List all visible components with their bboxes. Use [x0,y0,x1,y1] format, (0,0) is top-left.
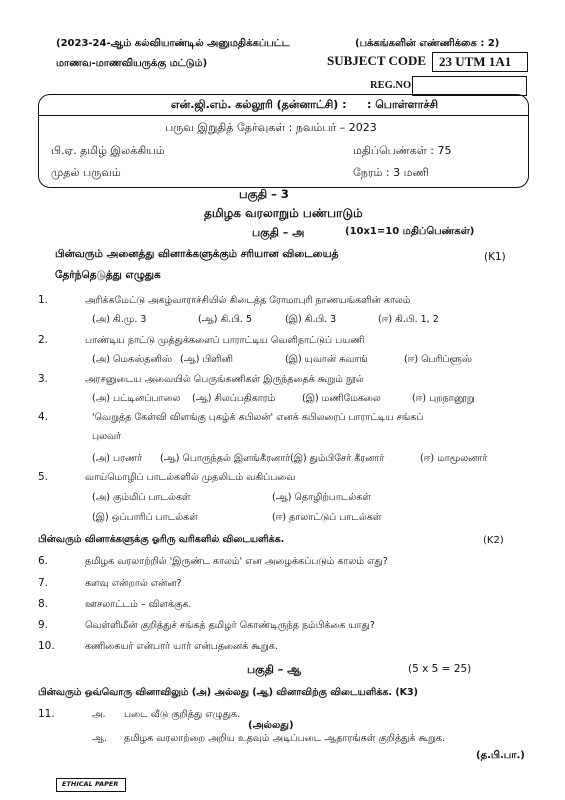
option-a: (அ) கும்மிப் பாடல்கள் [92,492,191,503]
header-students-note: மாணவ-மாணவியருக்கு மட்டும்) [56,58,208,69]
part-heading: பகுதி – 3 [239,187,289,201]
header-admission-note: (2023-24-ஆம் கல்வியாண்டில் அனுமதிக்கப்பட்ட [56,38,290,49]
question-number: 5. [38,471,49,483]
section-a-instruction-line1: பின்வரும் அனைத்து வினாக்களுக்கும் சரியான விடையைத் [55,248,339,260]
college-divider [39,115,528,116]
choice-a-label: அ. [92,709,106,720]
college-city: : பொள்ளாச்சி [367,98,439,111]
section-a-title: பகுதி – அ [252,226,305,239]
section-b-instruction: பின்வரும் ஒவ்வொரு வினாவிலும் (அ) அல்லது (ஆ) வினாவிற்கு விடையளிக்க. (K3) [38,687,418,698]
option-d: (ஈ) புறநானூறு [412,393,475,404]
question-number: 9. [38,619,49,631]
option-c: (இ) கி.பி. 3 [285,314,337,325]
question-number: 11. [38,708,55,720]
option-d: (ஈ) கி.பி. 1, 2 [378,314,439,325]
college-info-box [38,94,529,188]
section-b-title: பகுதி – ஆ [247,663,301,676]
choice-b-text: தமிழக வரலாற்றை அறிய உதவும் அடிப்படை ஆதாரங்கள் குறித்துக் கூறுக. [124,733,446,744]
option-a: (அ) மெகஸ்தனிஸ் [92,354,173,365]
section-a-level: (K1) [484,251,506,263]
option-d: (ஈ) பெரிப்ளூஸ் [404,354,472,365]
subject-code-label: SUBJECT CODE [327,53,427,68]
question-text: வாய்மொழிப் பாடல்களில் முதலிடம் வகிப்பவை [85,472,296,483]
option-c: (இ) ஒப்பாரிப் பாடல்கள் [92,512,198,523]
option-b: (ஆ) பொருந்தல் இளங்கீரனார் [160,453,291,464]
reg-no-label: REG.NO [370,80,412,91]
option-c: (இ) யுவான் சுவாங் [285,354,368,365]
question-text: தமிழக வரலாற்றில் 'இருண்ட காலம்' என அழைக்கப்படும் காலம் எது? [85,556,388,567]
section-a2-instruction: பின்வரும் வினாக்களுக்கு ஓரிரு வரிகளில் விடையளிக்க. [38,534,285,545]
question-number: 10. [38,640,55,652]
question-number: 2. [38,334,49,346]
option-b: (ஆ) சிலப்பதிகாரம் [192,393,276,404]
choice-b-label: ஆ. [92,733,108,744]
question-text: 'வெறுத்த கேள்வி விளங்கு புகழ்க் கபிலன்' எனக் கபிலரைப் பாராட்டிய சங்கப் [92,412,424,423]
question-number: 4. [38,411,49,423]
subject-code-value: 23 UTM 1A1 [439,54,512,69]
option-d: (ஈ) மாமூலனார் [420,453,488,464]
subject-code-box [432,52,528,72]
continued-tag: (த.பி.பா.) [476,750,525,761]
section-a-marks: (10x1=10 மதிப்பெண்கள்) [345,226,475,237]
question-number: 7. [38,577,49,589]
question-text: அரசனுடைய அவையில் பெருங்கணிகள் இருந்ததைக் கூறும் நூல் [85,374,364,385]
paper-title: தமிழக வரலாறும் பண்பாடும் [204,206,363,220]
ethical-paper-label: ETHICAL PAPER [62,780,119,788]
college-name: என்.ஜி.எம். கல்லூரி (தன்னாட்சி) : [171,98,347,111]
question-text: பாண்டிய நாட்டு முத்துக்களைப் பாராட்டிய வெளிநாட்டுப் பயணி [85,335,365,346]
option-b: (ஆ) பிளினி [180,354,233,365]
exam-duration: நேரம் : 3 மணி [353,166,429,179]
ethical-paper-box [56,778,126,792]
question-text: வெள்ளிமீன் குறித்துச் சங்கத் தமிழர் கொண்டிருந்த நம்பிக்கை யாது? [85,620,375,631]
exam-title: பருவ இறுதித் தேர்வுகள் : நவம்பர் – 2023 [165,121,377,134]
question-text-continued: புலவர் [92,431,122,442]
option-b: (ஆ) தொழிற்பாடல்கள் [272,492,371,503]
question-text: களவு என்றால் என்ன? [85,578,182,589]
reg-no-field[interactable] [412,76,527,96]
option-c: (இ) தும்பிசேர் கீரனார் [290,453,385,464]
semester: முதல் பருவம் [51,166,121,179]
question-text: ஊசலாட்டம் – விளக்குக. [85,599,192,610]
option-d: (ஈ) தாலாட்டுப் பாடல்கள் [272,512,382,523]
option-a: (அ) கி.மு. 3 [92,314,147,325]
section-a2-level: (K2) [483,535,504,546]
section-b-marks: (5 x 5 = 25) [408,663,472,675]
option-c: (இ) மணிமேகலை [302,393,381,404]
section-a-instruction-line2: தேர்ந்தெடுத்து எழுதுக [55,269,161,281]
programme: பி.ஏ. தமிழ் இலக்கியம் [51,144,165,157]
question-number: 3. [38,373,49,385]
option-a: (அ) பட்டினப்பாலை [92,393,181,404]
question-text: அரிக்கமேட்டு அகழ்வாராச்சியில் கிடைத்த ரோமாபுரி நாணயங்களின் காலம் [85,295,411,306]
question-number: 6. [38,555,49,567]
option-b: (ஆ) கி.பி. 5 [198,314,252,325]
or-separator: (அல்லது) [248,720,294,731]
max-marks: மதிப்பெண்கள் : 75 [353,144,452,157]
header-page-count: (பக்கங்களின் எண்ணிக்கை : 2) [355,38,500,49]
question-text: கணிகையர் என்பார் யார் என்பதனைக் கூறுக. [85,641,278,652]
question-number: 8. [38,598,49,610]
choice-a-text: படை வீடு குறித்து எழுதுக. [124,709,241,720]
question-number: 1. [38,294,49,306]
option-a: (அ) பரணர் [92,453,143,464]
